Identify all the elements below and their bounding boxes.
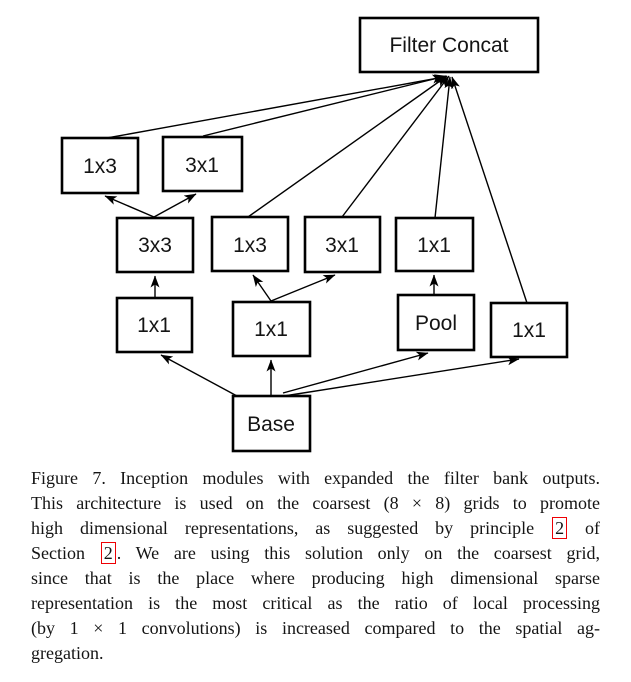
node-filter-concat-label: Filter Concat — [389, 34, 509, 57]
edge-1x3-mid-to-filter-concat — [248, 76, 447, 217]
edge-1x1-mid-to-1x3-mid — [253, 275, 271, 301]
caption-line-1 — [31, 466, 600, 491]
caption-line-6 — [31, 591, 600, 616]
node-3x3 — [117, 218, 193, 272]
citation-ref-section-2[interactable]: 2 — [101, 542, 116, 564]
node-1x1-left — [117, 298, 192, 352]
caption-text: gregation. — [31, 643, 104, 663]
node-1x3-top-label: 1x3 — [83, 155, 117, 178]
node-1x1-left-label: 1x1 — [137, 314, 171, 337]
node-3x1-mid-label: 3x1 — [325, 234, 359, 257]
node-1x1-mid-label: 1x1 — [254, 318, 288, 341]
edge-3x3-to-1x3-top — [105, 196, 154, 217]
caption-text: Figure 7. Inception modules with expanded the filter bank outputs. — [31, 468, 600, 488]
caption-text: (by 1 × 1 convolutions) is increased compared to the spatial ag- — [31, 618, 600, 638]
node-3x3-label: 3x3 — [138, 234, 172, 257]
caption-line-4 — [31, 541, 600, 566]
node-filter-concat — [360, 18, 538, 72]
node-3x1-mid — [305, 217, 380, 272]
node-3x1-top-label: 3x1 — [185, 154, 219, 177]
citation-ref-principle-2[interactable]: 2 — [552, 517, 567, 539]
caption-text: high dimensional representations, as suggested by principle — [31, 518, 552, 538]
edge-1x1-above-pool-to-filter-concat — [435, 77, 450, 218]
node-1x3-top — [62, 138, 138, 193]
caption-line-5 — [31, 566, 600, 591]
node-pool — [398, 295, 474, 350]
caption-text: since that is the place where producing high dimensional sparse — [31, 568, 600, 588]
edge-base-to-1x1-left — [161, 355, 237, 396]
node-1x1-above-pool-label: 1x1 — [417, 234, 451, 257]
node-base-label: Base — [247, 413, 295, 436]
caption-line-7 — [31, 616, 600, 641]
node-1x1-right — [491, 303, 567, 357]
caption-line-8 — [31, 641, 600, 666]
caption-text: of — [568, 518, 601, 538]
node-1x3-mid — [212, 217, 288, 271]
node-1x3-mid-label: 1x3 — [233, 234, 267, 257]
node-1x1-mid — [233, 302, 310, 356]
caption-line-3 — [31, 516, 600, 541]
node-1x1-right-label: 1x1 — [512, 319, 546, 342]
caption-text: . We are using this solution only on the coarsest grid, — [116, 543, 600, 563]
caption-text: Section — [31, 543, 100, 563]
node-base — [233, 396, 310, 451]
edge-base-to-1x1-right — [284, 359, 519, 396]
caption-line-2 — [31, 491, 600, 516]
figure-caption — [31, 466, 600, 666]
node-1x1-above-pool — [396, 218, 473, 271]
caption-text: representation is the most critical as the ratio of local processing — [31, 593, 600, 613]
caption-text: This architecture is used on the coarsest (8 × 8) grids to promote — [31, 493, 600, 513]
edge-1x1-mid-to-3x1-mid — [271, 275, 335, 301]
edge-3x3-to-3x1-top — [154, 194, 196, 217]
edge-base-to-pool — [283, 353, 428, 393]
node-pool-label: Pool — [414, 312, 458, 335]
edge-1x3-top-to-filter-concat — [107, 77, 444, 138]
node-3x1-top — [163, 137, 242, 191]
